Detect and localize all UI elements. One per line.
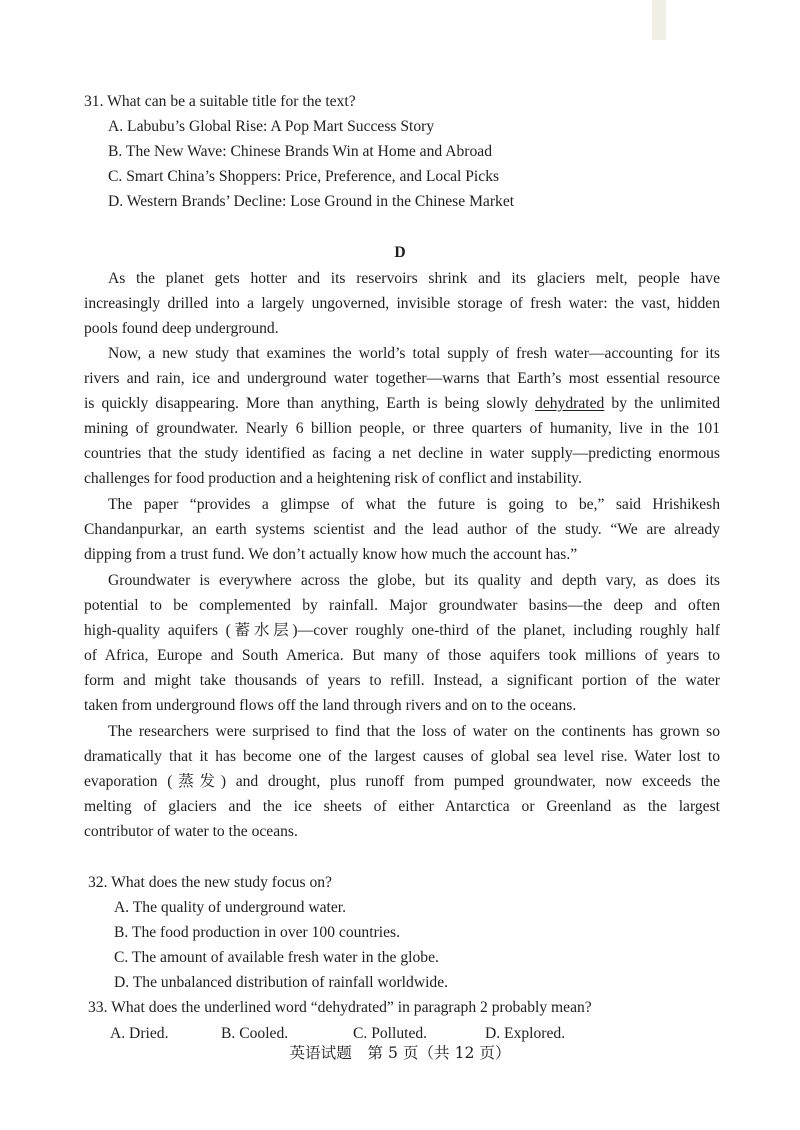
page-footer: 英语试题 第 5 页（共 12 页）	[289, 1044, 511, 1062]
scan-mark	[652, 0, 666, 40]
question-33-option-c: C. Polluted.	[353, 1025, 428, 1042]
passage-p1-line: increasingly drilled into a largely ungoverned, invisible storage of fresh water: the vast, hidden	[84, 295, 720, 312]
question-32-stem: 32. What does the new study focus on?	[88, 874, 332, 891]
question-33-stem: 33. What does the underlined word “dehydrated” in paragraph 2 probably mean?	[88, 999, 592, 1016]
question-32-option-d: D. The unbalanced distribution of rainfall worldwide.	[114, 974, 449, 991]
passage-p1-line: pools found deep underground.	[84, 320, 279, 337]
passage-p3-line: The paper “provides a glimpse of what the future is going to be,” said Hrishikesh	[108, 496, 720, 513]
question-33-option-b: B. Cooled.	[221, 1025, 289, 1042]
passage-p5-line: contributor of water to the oceans.	[84, 823, 298, 840]
underlined-word: dehydrated	[535, 395, 605, 412]
question-31-option-b: B. The New Wave: Chinese Brands Win at Home and Abroad	[108, 143, 492, 160]
passage-p4-line: of Africa, Europe and South America. But many of those aquifers took millions of years to	[84, 647, 720, 664]
passage-p4-line: high-quality aquifers (蓄水层)—cover roughly one-third of the planet, including roughly half	[84, 622, 720, 639]
passage-p2-line: countries that the study identified as facing a net decline in water supply—predicting enormous	[84, 445, 720, 462]
passage-p3-line: dipping from a trust fund. We don’t actually know how much the account has.”	[84, 546, 578, 563]
passage-p5-line: melting of glaciers and the ice sheets of either Antarctica or Greenland as the largest	[84, 798, 720, 815]
passage-p2-line: challenges for food production and a heightening risk of conflict and instability.	[84, 470, 582, 487]
passage-p2-line: mining of groundwater. Nearly 6 billion people, or three quarters of humanity, live in the 101	[84, 420, 720, 437]
question-31-option-c: C. Smart China’s Shoppers: Price, Preference, and Local Picks	[108, 168, 500, 185]
passage-p5-line: evaporation (蒸发) and drought, plus runoff from pumped groundwater, now exceeds the	[84, 773, 720, 790]
passage-p3-line: Chandanpurkar, an earth systems scientist and the lead author of the study. “We are already	[84, 521, 720, 538]
question-33-options	[108, 1024, 608, 1044]
question-32-option-a: A. The quality of underground water.	[114, 899, 346, 916]
passage-p4-line: Groundwater is everywhere across the globe, but its quality and depth vary, as does its	[108, 572, 720, 589]
question-32-option-b: B. The food production in over 100 countries.	[114, 924, 400, 941]
passage-text: is quickly disappearing. More than anything, Earth is being slowly	[84, 395, 528, 412]
passage-p2-line: rivers and rain, ice and underground water together—warns that Earth’s most essential resource	[84, 370, 720, 387]
passage-p4-line: form and might take thousands of years to refill. Instead, a significant portion of the water	[84, 672, 720, 689]
passage-p2-line: Now, a new study that examines the world’s total supply of fresh water—accounting for its	[108, 345, 720, 362]
passage-p5-line: dramatically that it has become one of the largest causes of global sea level rise. Water lost to	[84, 748, 720, 765]
question-33-option-a: A. Dried.	[110, 1025, 169, 1042]
question-31-stem: 31. What can be a suitable title for the text?	[84, 93, 356, 110]
passage-p5-line: The researchers were surprised to find that the loss of water on the continents has grown so	[108, 723, 720, 740]
passage-p1-line: As the planet gets hotter and its reservoirs shrink and its glaciers melt, people have	[108, 270, 720, 287]
passage-p4-line: potential to be complemented by rainfall. Major groundwater basins—the deep and often	[84, 597, 720, 614]
question-31-option-d: D. Western Brands’ Decline: Lose Ground in the Chinese Market	[108, 193, 515, 210]
passage-p4-line: taken from underground flows off the land through rivers and on to the oceans.	[84, 697, 577, 714]
passage-p2-line	[84, 394, 720, 414]
passage-text: by the unlimited	[611, 395, 720, 412]
question-31-option-a: A. Labubu’s Global Rise: A Pop Mart Success Story	[108, 118, 435, 135]
question-32-option-c: C. The amount of available fresh water in the globe.	[114, 949, 439, 966]
section-title: D	[394, 244, 406, 261]
question-33-option-d: D. Explored.	[485, 1025, 566, 1042]
